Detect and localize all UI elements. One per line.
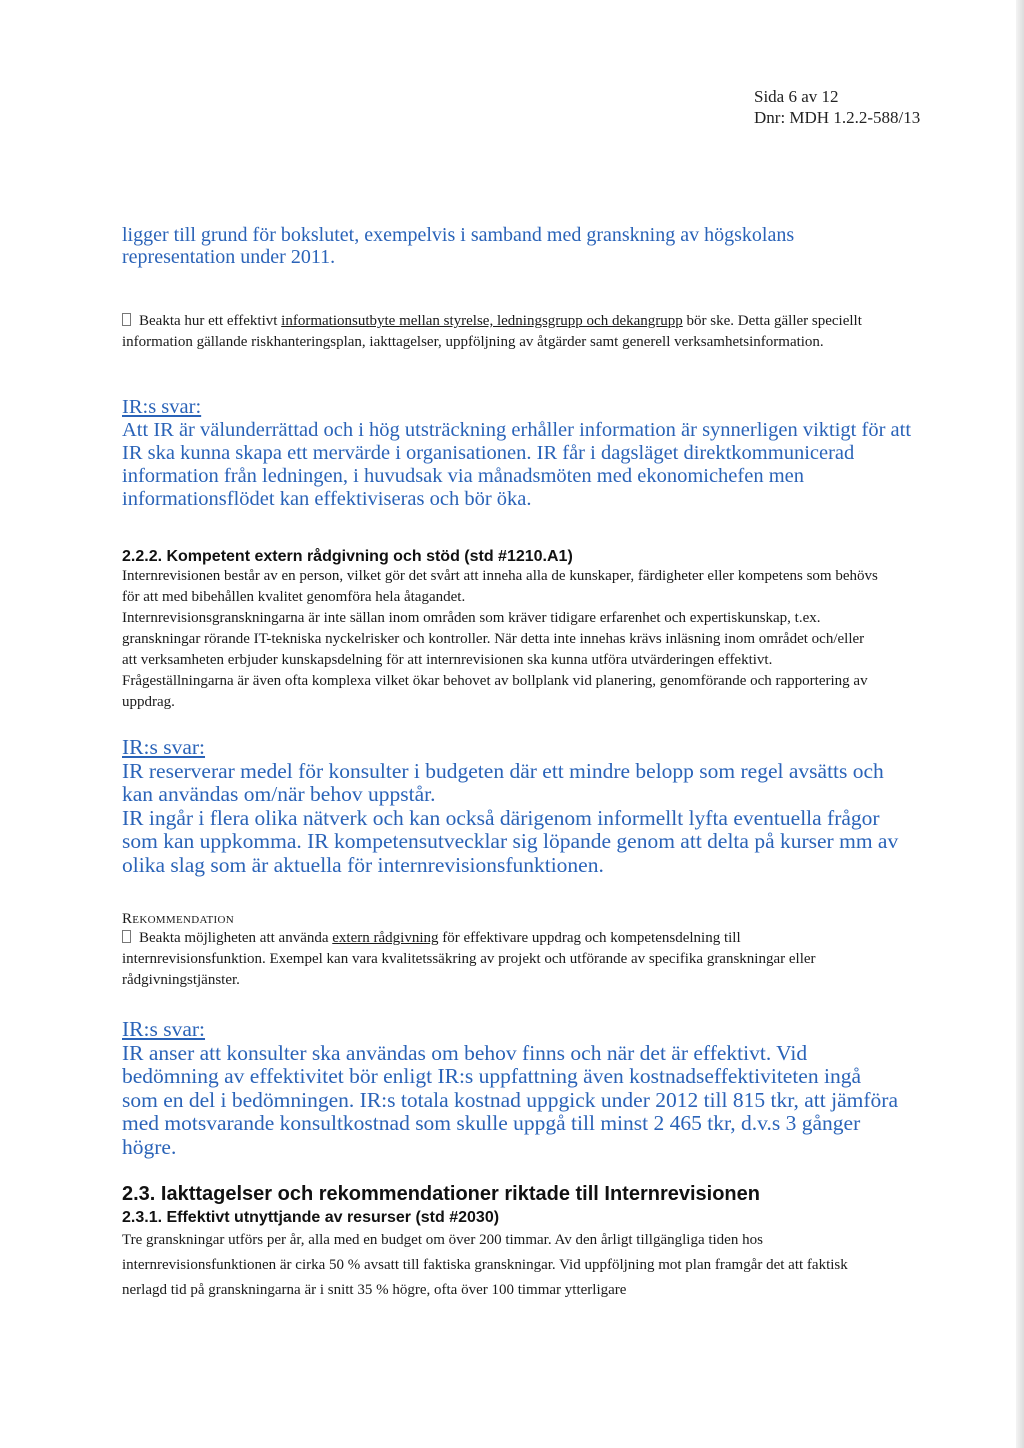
page-edge-shadow [1016,0,1024,1448]
underlined-phrase: informationsutbyte mellan styrelse, ledningsgrupp och dekangrupp [281,313,683,329]
paragraph: Internrevisionsgranskningarna är inte sällan inom områden som kräver tidigare erfarenhet och expertiskunskap, t.ex. granskningar rörande IT-tekniska nyckelrisker och kontroller. När detta inte innehas krävs inläsning inom området och/eller att verksamheten erbjuder kunskapsdelning för att internrevisionen ska kunna utföra utvärderingen effektivt. Frågeställningarna är även ofta komplexa vilket ökar behovet av bollplank vid planering, genomförande och rapportering av uppdrag. [122,610,868,710]
page-header [754,86,920,128]
answer-label: IR:s svar: [122,735,206,759]
recommendation-text: Beakta möjligheten att använda extern rådgivning för effektivare uppdrag och kompetensdelning till internrevisionsfunktion. Exempel kan vara kvalitetssäkring av projekt och utförande av specifika granskningar eller rådgivningstjänster. [122,930,816,988]
document-number: Dnr: MDH 1.2.2-588/13 [754,108,921,127]
recommendation-block [122,911,882,991]
recommendation-heading: Rekommendation [122,911,234,927]
section-heading-2-3: 2.3. Iakttagelser och rekommendationer riktade till Internrevisionen [122,1183,760,1205]
answer-label: IR:s svar: [122,396,202,418]
checkbox-icon [122,930,131,943]
answer-text: IR reserverar medel för konsulter i budgeten där ett mindre belopp som regel avsätts och kan användas om/när behov uppstår. [122,758,884,806]
answer-text: IR ingår i flera olika nätverk och kan också därigenom informellt lyfta eventuella frågor som kan uppkomma. IR kompetensutvecklar sig löpande genom att delta på kurser mm av olika slag som är aktuella för internrevisionsfunktionen. [122,805,899,877]
answer-label: IR:s svar: [122,1017,206,1041]
ir-answer-3 [122,1018,902,1159]
checkbox-icon [122,313,131,326]
ir-answer-2 [122,736,912,877]
section-heading-2-2-2: 2.2.2. Kompetent extern rådgivning och stöd (std #1210.A1) [122,548,573,565]
section-heading-2-3-1: 2.3.1. Effektivt utnyttjande av resurser (std #2030) [122,1209,500,1226]
page-number: Sida 6 av 12 [754,87,839,106]
underlined-phrase: extern rådgivning [332,930,439,946]
intro-text: ligger till grund för bokslutet, exempelvis i samband med granskning av högskolans representation under 2011. [122,224,795,268]
ir-answer-1 [122,396,912,511]
answer-text: IR anser att konsulter ska användas om behov finns och när det är effektivt. Vid bedömning av effektivitet bör enligt IR:s uppfattning även kostnadseffektiviteten ingå som en del i bedömningen. IR:s totala kostnad uppgick under 2012 till 815 tkr, att jämföra med motsvarande konsultkostnad som skulle uppgå till minst 2 465 tkr, d.v.s 3 gånger högre. [122,1040,898,1159]
paragraph: Internrevisionen består av en person, vilket gör det svårt att inneha alla de kunskaper, färdigheter eller kompetens som behövs för att med bibehållen kvalitet genomföra hela åtagandet. [122,568,878,605]
answer-text: Att IR är välunderrättad och i hög utsträckning erhåller information är synnerligen viktigt för att IR ska kunna skapa ett mervärde i organisationen. IR får i dagsläget direktkommunicerad information från ledningen, i huvudsak via månadsmöten med ekonomichefen men informationsflödet kan effektiviseras och bör öka. [122,419,912,510]
recommendation-information: Beakta hur ett effektivt informationsutbyte mellan styrelse, ledningsgrupp och dekangrupp bör ske. Detta gäller speciellt information gällande riskhanteringsplan, iakttagelser, uppföljning av åtgärder samt generell verksamhetsinformation. [122,313,862,350]
section-2-3-1-body: Tre granskningar utförs per år, alla med en budget om över 200 timmar. Av den årligt tillgängliga tiden hos internrevisionsfunktionen är cirka 50 % avsatt till faktiska granskningar. Vid uppföljning mot plan framgår det att faktisk nerlagd tid på granskningarna är i snitt 35 % högre, ofta över 100 timmar ytterligare [122,1232,848,1298]
section-2-2-2-body [122,566,882,713]
